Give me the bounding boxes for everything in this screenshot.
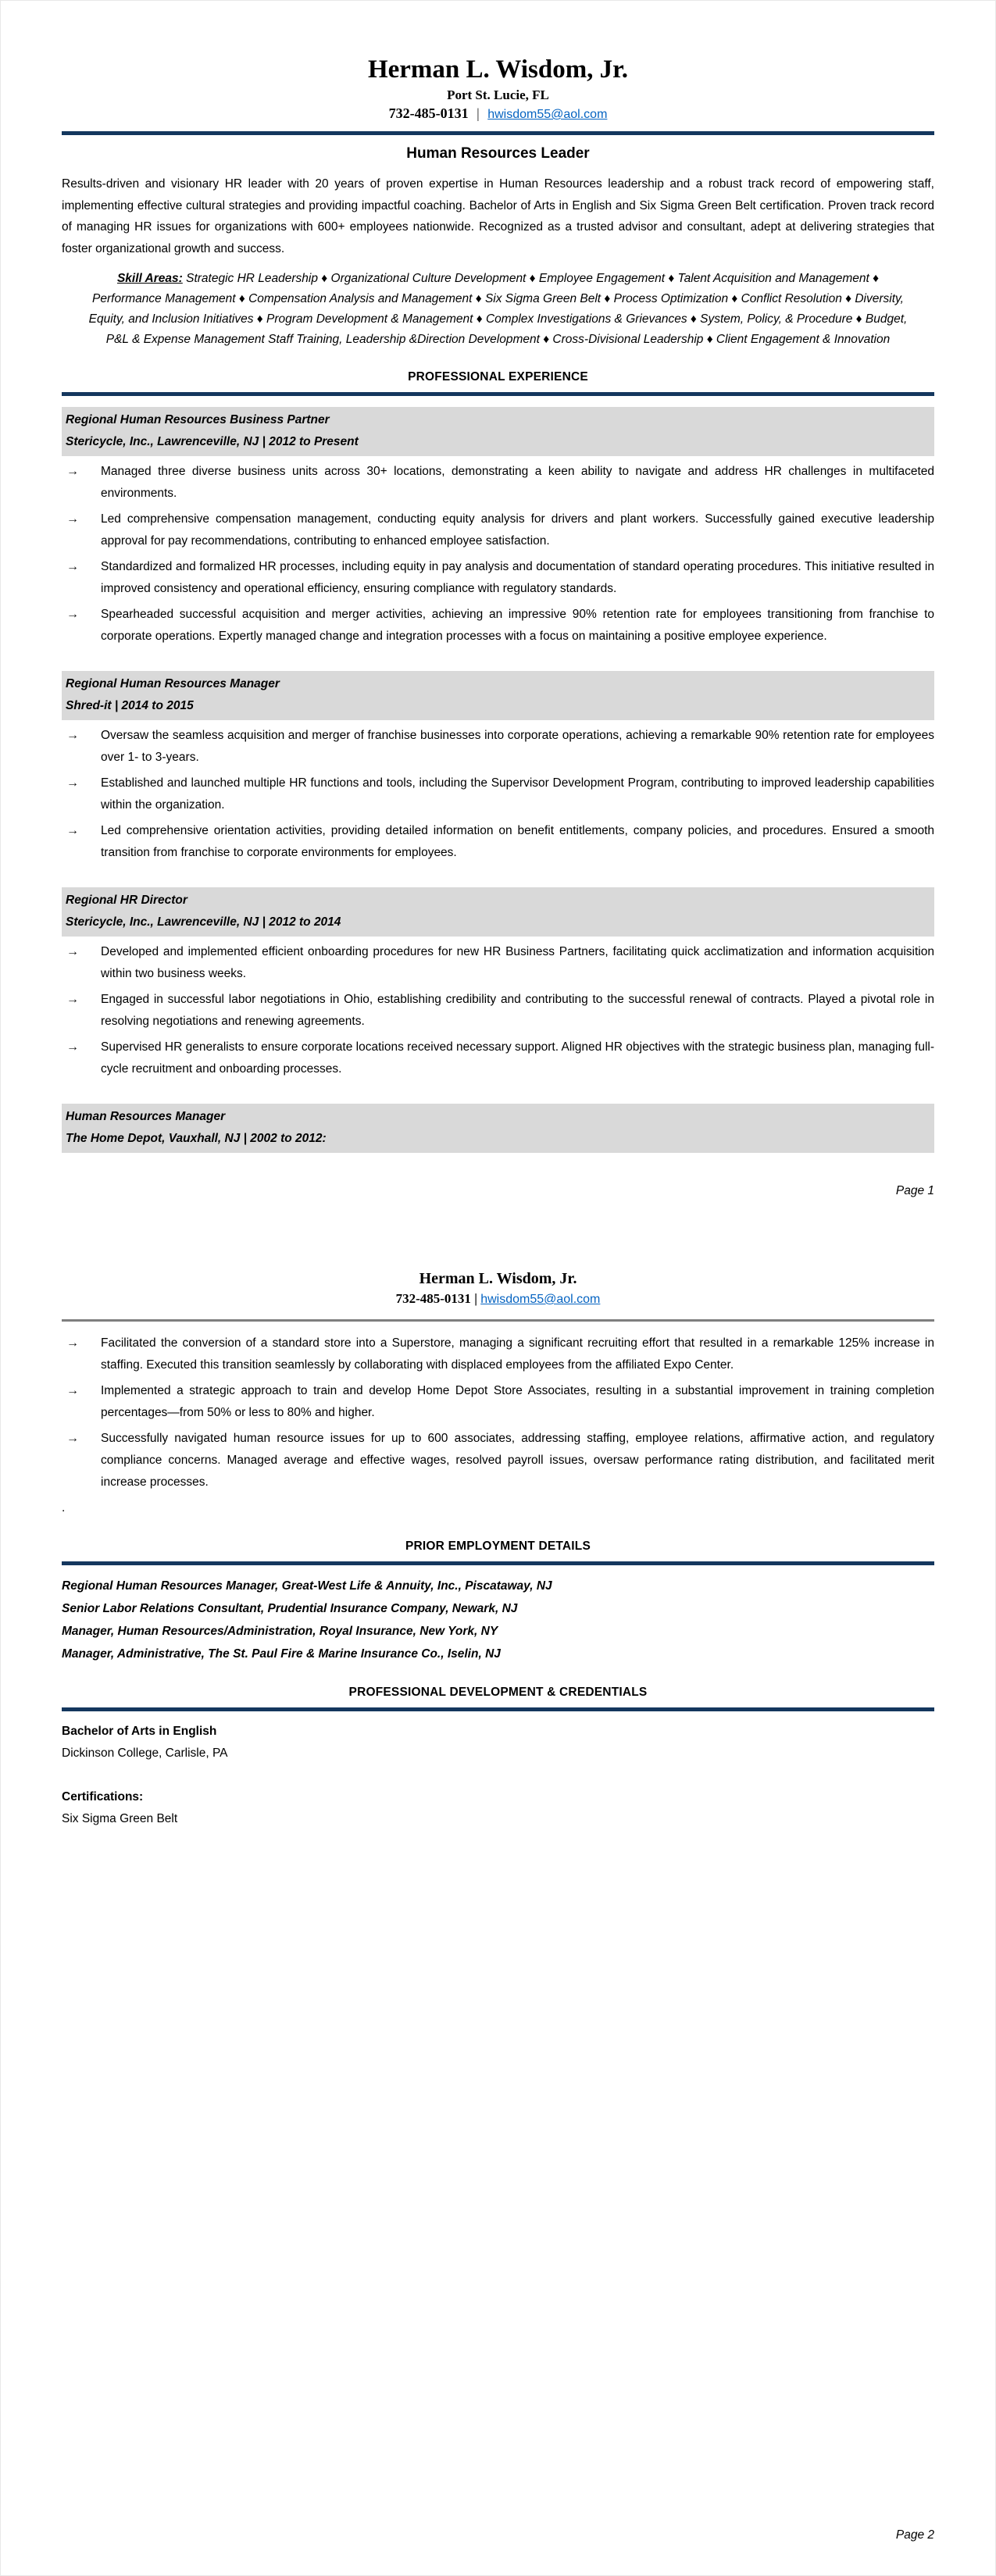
certifications-label: Certifications: <box>62 1790 144 1804</box>
certification-name: Six Sigma Green Belt <box>62 1812 178 1825</box>
bullet-item <box>62 1428 934 1493</box>
bullet-item <box>62 556 934 600</box>
summary-paragraph: Results-driven and visionary HR leader with 20 years of proven expertise in Human Resources leadership and a robust track record of empowering staff, implementing effective cultural strategies and providing impactful coaching. Bachelor of Arts in English and Six Sigma Green Belt certification. Proven track record of managing HR issues for organizations with 600+ employees nationwide. Recognized as a trusted advisor and consultant, adept at delivering strategies that foster organizational growth and success. <box>62 177 934 255</box>
job-company-line: The Home Depot, Vauxhall, NJ | 2002 to 2012: <box>66 1132 327 1145</box>
job-company-line: Stericycle, Inc., Lawrenceville, NJ | 2012 to 2014 <box>66 915 341 929</box>
bullet-item <box>62 508 934 552</box>
job-bullets <box>62 461 934 648</box>
bullet-item <box>62 461 934 505</box>
page-title: Herman L. Wisdom, Jr. <box>367 55 629 84</box>
bullet-item <box>62 1380 934 1424</box>
bullet-item <box>62 772 934 816</box>
job-entry <box>62 671 934 864</box>
bullet-text: Oversaw the seamless acquisition and merger of franchise businesses into corporate operations, achieving a remarkable 90% retention rate for employees over 1- to 3-years. <box>101 729 934 764</box>
location-text: Port St. Lucie, FL <box>447 87 549 102</box>
bullet-text: Implemented a strategic approach to train and develop Home Depot Store Associates, resulting in a substantial improvement in training completion percentages—from 50% or less to 80% and higher. <box>101 1384 934 1419</box>
job-title: Regional HR Director <box>66 894 187 907</box>
education-block <box>62 1721 934 1830</box>
section-divider <box>62 1707 934 1711</box>
bullet-text: Engaged in successful labor negotiations in Ohio, establishing credibility and contributing to the successful renewal of contracts. Played a pivotal role in resolving negotiations and renewing agreements. <box>101 993 934 1028</box>
header-divider <box>62 131 934 135</box>
job-header <box>62 887 934 937</box>
bullet-item <box>62 725 934 769</box>
bullet-item <box>62 820 934 864</box>
arrow-bullet-icon: → <box>66 1336 79 1350</box>
bullet-text: Developed and implemented efficient onboarding procedures for new HR Business Partners, facilitating quick acclimatization and information acquisition within two business weeks. <box>101 945 934 980</box>
bullet-text: Managed three diverse business units across 30+ locations, demonstrating a keen ability to navigate and address HR challenges in multifaceted environments. <box>101 465 934 500</box>
skill-areas-label: Skill Areas: <box>116 272 183 285</box>
bullet-item <box>62 989 934 1033</box>
job-bullets <box>62 941 934 1080</box>
job-company-line: Shred-it | 2014 to 2015 <box>66 699 194 712</box>
arrow-bullet-icon: → <box>66 993 79 1006</box>
job-bullets <box>62 725 934 864</box>
arrow-bullet-icon: → <box>66 465 79 478</box>
arrow-bullet-icon: → <box>66 560 79 573</box>
degree-name: Bachelor of Arts in English <box>62 1725 217 1738</box>
job-entry <box>62 887 934 1080</box>
section-heading-experience: PROFESSIONAL EXPERIENCE <box>408 370 588 384</box>
section-heading-prior-employment: PRIOR EMPLOYMENT DETAILS <box>405 1540 591 1553</box>
separator: | <box>474 1291 477 1306</box>
bullet-item <box>62 1036 934 1080</box>
bullet-text: Standardized and formalized HR processes, including equity in pay analysis and documentation of standard operating procedures. This initiative resulted in improved consistency and operational efficiency, ensuring compliance with regulatory standards. <box>101 560 934 595</box>
job-entry <box>62 1104 934 1153</box>
job-bullets-continued <box>62 1333 934 1493</box>
job-header <box>62 1104 934 1153</box>
arrow-bullet-icon: → <box>66 776 79 790</box>
bullet-text: Led comprehensive orientation activities, providing detailed information on benefit entitlements, company policies, and procedures. Ensured a smooth transition from franchise to corporate environments for employees. <box>101 824 934 859</box>
bullet-item <box>62 941 934 985</box>
separator: | <box>477 105 480 121</box>
job-company-line: Stericycle, Inc., Lawrenceville, NJ | 2012 to Present <box>66 435 359 448</box>
skill-areas-text: Strategic HR Leadership ♦ Organizational Culture Development ♦ Employee Engagement ♦ Talent Acquisition and Management ♦ Performance Management ♦ Compensation Analysis and Management ♦ Six Sigma Green Belt ♦ Process Optimization ♦ Conflict Resolution ♦ Diversity, Equity, and Inclusion Initiatives ♦ Program Development & Management ♦ Complex Investigations & Grievances ♦ System, Policy, & Procedure ♦ Budget, P&L & Expense Management Staff Training, Leadership &Direction Development ♦ Cross-Divisional Leadership ♦ Client Engagement & Innovation <box>88 272 908 346</box>
contact-line <box>62 105 934 122</box>
page2-title: Herman L. Wisdom, Jr. <box>419 1270 577 1287</box>
prior-role: Manager, Administrative, The St. Paul Fire & Marine Insurance Co., Iselin, NJ <box>62 1647 501 1661</box>
arrow-bullet-icon: → <box>66 512 79 526</box>
job-header <box>62 407 934 456</box>
arrow-bullet-icon: → <box>66 729 79 742</box>
arrow-bullet-icon: → <box>66 1384 79 1397</box>
page2-header-divider <box>62 1319 934 1322</box>
page-number: Page 2 <box>895 2528 934 2542</box>
bullet-text: Facilitated the conversion of a standard store into a Superstore, managing a significant recruiting effort that resulted in a remarkable 125% increase in staffing. Executed this transition seamlessly by collaborating with displaced employees from the affiliated Expo Center. <box>101 1336 934 1372</box>
job-title: Regional Human Resources Business Partner <box>66 413 330 426</box>
bullet-item <box>62 1333 934 1376</box>
job-entry <box>62 407 934 648</box>
page-number: Page 1 <box>895 1184 934 1197</box>
phone-number: 732-485-0131 <box>388 105 469 121</box>
school-name: Dickinson College, Carlisle, PA <box>62 1746 228 1760</box>
job-title: Human Resources Manager <box>66 1110 226 1123</box>
job-header <box>62 671 934 720</box>
prior-role: Manager, Human Resources/Administration, Royal Insurance, New York, NY <box>62 1625 498 1638</box>
bullet-item <box>62 604 934 648</box>
arrow-bullet-icon: → <box>66 1432 79 1445</box>
email-link[interactable]: hwisdom55@aol.com <box>487 108 608 121</box>
section-divider <box>62 1561 934 1565</box>
bullet-text: Supervised HR generalists to ensure corporate locations received necessary support. Aligned HR objectives with the strategic business plan, managing full-cycle recruitment and onboarding processes. <box>101 1040 934 1076</box>
prior-roles-list <box>62 1575 934 1665</box>
phone-number: 732-485-0131 <box>395 1291 471 1306</box>
bullet-text: Established and launched multiple HR functions and tools, including the Supervisor Development Program, contributing to improved leadership capabilities within the organization. <box>101 776 934 812</box>
skill-areas <box>62 269 934 350</box>
arrow-bullet-icon: → <box>66 824 79 837</box>
bullet-text: Successfully navigated human resource issues for up to 600 associates, addressing staffing, employee relations, affirmative action, and regulatory compliance concerns. Managed average and effective wages, resolved payroll issues, oversaw performance rating distribution, and facilitated merit increase processes. <box>101 1432 934 1489</box>
section-divider <box>62 392 934 396</box>
email-link[interactable]: hwisdom55@aol.com <box>480 1293 601 1306</box>
page2-contact-line <box>62 1291 934 1307</box>
job-title: Regional Human Resources Manager <box>66 677 280 690</box>
bullet-text: Spearheaded successful acquisition and merger activities, achieving an impressive 90% retention rate for employees transitioning from franchise to corporate operations. Expertly managed change and integration processes with a focus on maintaining a positive employee experience. <box>101 608 934 643</box>
resume-headline: Human Resources Leader <box>406 145 590 162</box>
section-heading-credentials: PROFESSIONAL DEVELOPMENT & CREDENTIALS <box>348 1686 648 1699</box>
prior-role: Regional Human Resources Manager, Great-West Life & Annuity, Inc., Piscataway, NJ <box>62 1579 552 1593</box>
arrow-bullet-icon: → <box>66 945 79 958</box>
arrow-bullet-icon: → <box>66 608 79 621</box>
stray-period: . <box>62 1501 66 1515</box>
bullet-text: Led comprehensive compensation management, conducting equity analysis for drivers and plant workers. Successfully gained executive leadership approval for pay recommendations, contributing to enhanced employee satisfaction. <box>101 512 934 548</box>
prior-role: Senior Labor Relations Consultant, Prudential Insurance Company, Newark, NJ <box>62 1602 518 1615</box>
arrow-bullet-icon: → <box>66 1040 79 1054</box>
